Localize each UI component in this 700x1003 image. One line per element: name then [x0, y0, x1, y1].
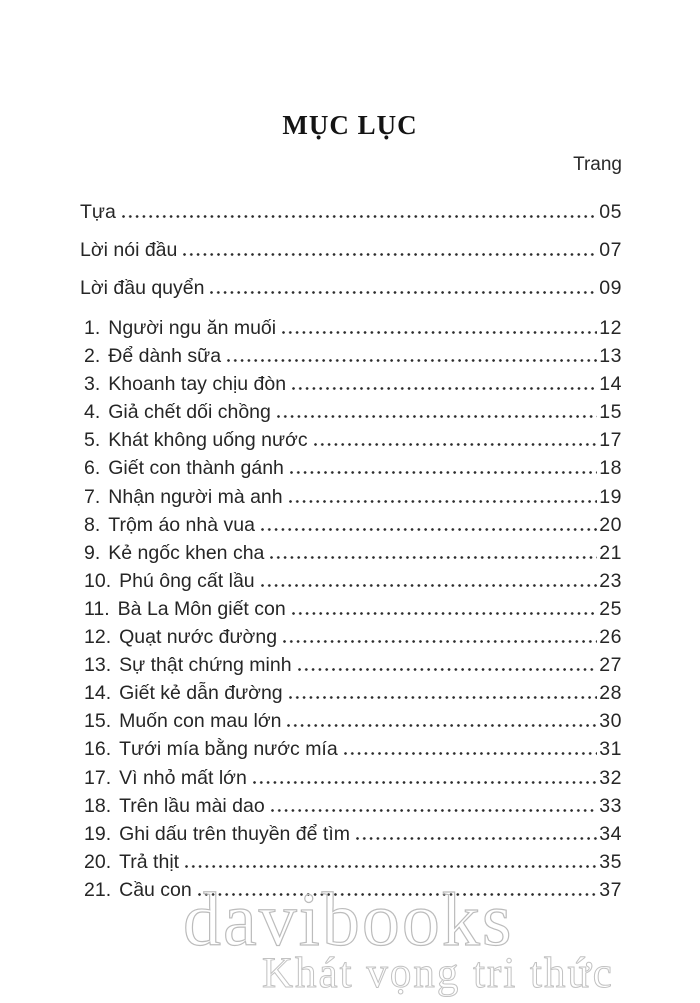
toc-entry-title: Vì nhỏ mất lớn: [119, 766, 247, 789]
dot-leader: [289, 696, 598, 699]
toc-entry-page: 15: [599, 401, 622, 424]
watermark-slogan: Khát vọng tri thức: [262, 950, 614, 997]
toc-entry-page: 18: [599, 457, 622, 480]
toc-row: [80, 269, 622, 307]
toc-entry-page: 30: [599, 710, 622, 733]
toc-entry-page: 26: [599, 626, 622, 649]
toc-row: [80, 193, 622, 231]
dot-leader: [292, 612, 598, 615]
dot-leader: [198, 893, 598, 896]
dot-leader: [298, 668, 598, 671]
toc-entry-number: 19.: [84, 822, 112, 845]
toc-row: [84, 595, 622, 623]
toc-entry-title: Để dành sữa: [108, 345, 222, 368]
watermark-brand: davibooks: [183, 878, 514, 962]
toc-entry-page: 19: [599, 485, 622, 508]
toc-entry-title: Trả thịt: [119, 850, 180, 873]
toc-entry-page: 28: [599, 682, 622, 705]
toc-entry-title: Kẻ ngốc khen cha: [108, 541, 265, 564]
toc-row: [84, 764, 622, 792]
toc-entry-title: Khoanh tay chịu đòn: [108, 373, 287, 396]
toc-entry-number: 11.: [84, 597, 110, 620]
toc-entry-page: 17: [599, 429, 622, 452]
toc-entry-title: Trên lầu mài dao: [119, 794, 265, 817]
toc-entry-number: 5.: [84, 429, 101, 452]
toc-entries-list: [0, 314, 700, 904]
toc-entry-number: 16.: [84, 738, 112, 761]
toc-entry-number: 7.: [84, 485, 101, 508]
toc-entry-page: 09: [599, 277, 622, 299]
toc-entry-title: Lời nói đầu: [80, 239, 178, 261]
toc-row: [84, 876, 622, 904]
dot-leader: [282, 331, 597, 334]
dot-leader: [344, 752, 598, 755]
toc-entry-title: Giết con thành gánh: [108, 457, 284, 480]
toc-row: [84, 820, 622, 848]
dot-leader: [290, 471, 597, 474]
toc-entry-number: 14.: [84, 682, 112, 705]
toc-row: [84, 848, 622, 876]
toc-row: [84, 426, 622, 454]
toc-entry-title: Quạt nước đường: [119, 626, 278, 649]
toc-entry-title: Ghi dấu trên thuyền để tìm: [119, 822, 350, 845]
toc-row: [84, 707, 622, 735]
toc-entry-page: 07: [599, 239, 622, 261]
toc-entry-page: 31: [599, 738, 622, 761]
toc-entry-number: 18.: [84, 794, 112, 817]
dot-leader: [283, 640, 597, 643]
toc-entry-page: 14: [599, 373, 622, 396]
toc-row: [84, 511, 622, 539]
toc-entry-title: Nhận người mà anh: [108, 485, 283, 508]
toc-entry-page: 21: [599, 541, 622, 564]
toc-entry-page: 12: [599, 317, 622, 339]
dot-leader: [277, 415, 597, 418]
toc-row: [84, 342, 622, 370]
dot-leader: [261, 584, 598, 587]
toc-row: [84, 792, 622, 820]
toc-entry-title: Sự thật chứng minh: [119, 654, 292, 677]
dot-leader: [210, 291, 597, 294]
toc-entry-page: 37: [599, 878, 622, 901]
toc-entry-page: 32: [599, 766, 622, 789]
dot-leader: [227, 359, 597, 362]
toc-entry-number: 21.: [84, 878, 112, 901]
toc-row: [84, 314, 622, 342]
toc-entry-page: 05: [599, 201, 622, 223]
front-matter-list: [0, 193, 700, 307]
toc-entry-number: 20.: [84, 850, 112, 873]
toc-entry-number: 17.: [84, 766, 112, 789]
toc-entry-number: 12.: [84, 626, 112, 649]
toc-row: [84, 567, 622, 595]
toc-entry-title: Bà La Môn giết con: [117, 597, 286, 620]
dot-leader: [122, 215, 597, 218]
toc-entry-number: 2.: [84, 345, 101, 368]
dot-leader: [185, 865, 597, 868]
toc-row: [84, 735, 622, 763]
dot-leader: [287, 724, 597, 727]
toc-row: [84, 623, 622, 651]
toc-entry-number: 9.: [84, 541, 101, 564]
dot-leader: [271, 809, 598, 812]
page-title: MỤC LỤC: [282, 110, 418, 140]
toc-row: [84, 454, 622, 482]
toc-entry-number: 4.: [84, 401, 101, 424]
toc-entry-number: 1.: [84, 317, 101, 339]
toc-entry-page: 33: [599, 794, 622, 817]
toc-row: [80, 231, 622, 269]
toc-entry-title: Muốn con mau lớn: [119, 710, 282, 733]
toc-entry-title: Phú ông cất lầu: [119, 569, 255, 592]
dot-leader: [183, 253, 597, 256]
dot-leader: [289, 500, 598, 503]
toc-entry-page: 13: [599, 345, 622, 368]
dot-leader: [253, 781, 598, 784]
toc-entry-number: 8.: [84, 513, 101, 536]
toc-entry-page: 25: [599, 597, 622, 620]
toc-entry-title: Khát không uống nước: [108, 429, 308, 452]
toc-row: [84, 651, 622, 679]
toc-entry-number: 10.: [84, 569, 112, 592]
toc-entry-title: Giết kẻ dẫn đường: [119, 682, 283, 705]
toc-entry-number: 3.: [84, 373, 101, 396]
toc-entry-title: Tựa: [80, 201, 116, 223]
dot-leader: [292, 387, 597, 390]
toc-entry-page: 35: [599, 850, 622, 873]
dot-leader: [356, 837, 597, 840]
toc-row: [84, 679, 622, 707]
toc-entry-title: Trộm áo nhà vua: [108, 513, 255, 536]
toc-entry-title: Người ngu ăn muối: [108, 317, 277, 339]
toc-row: [84, 398, 622, 426]
toc-row: [84, 370, 622, 398]
toc-entry-title: Cầu con: [119, 878, 192, 901]
toc-row: [84, 539, 622, 567]
toc-entry-number: 6.: [84, 457, 101, 480]
toc-entry-number: 15.: [84, 710, 112, 733]
toc-entry-title: Tưới mía bằng nước mía: [119, 738, 338, 761]
toc-row: [84, 483, 622, 511]
dot-leader: [314, 443, 598, 446]
toc-entry-page: 27: [599, 654, 622, 677]
page-column-header: Trang: [573, 154, 622, 175]
toc-entry-title: Lời đầu quyển: [80, 277, 205, 299]
toc-entry-number: 13.: [84, 654, 112, 677]
dot-leader: [261, 528, 597, 531]
toc-entry-page: 23: [599, 569, 622, 592]
toc-entry-page: 20: [599, 513, 622, 536]
dot-leader: [270, 556, 597, 559]
toc-entry-title: Giả chết dối chồng: [108, 401, 271, 424]
toc-entry-page: 34: [599, 822, 622, 845]
